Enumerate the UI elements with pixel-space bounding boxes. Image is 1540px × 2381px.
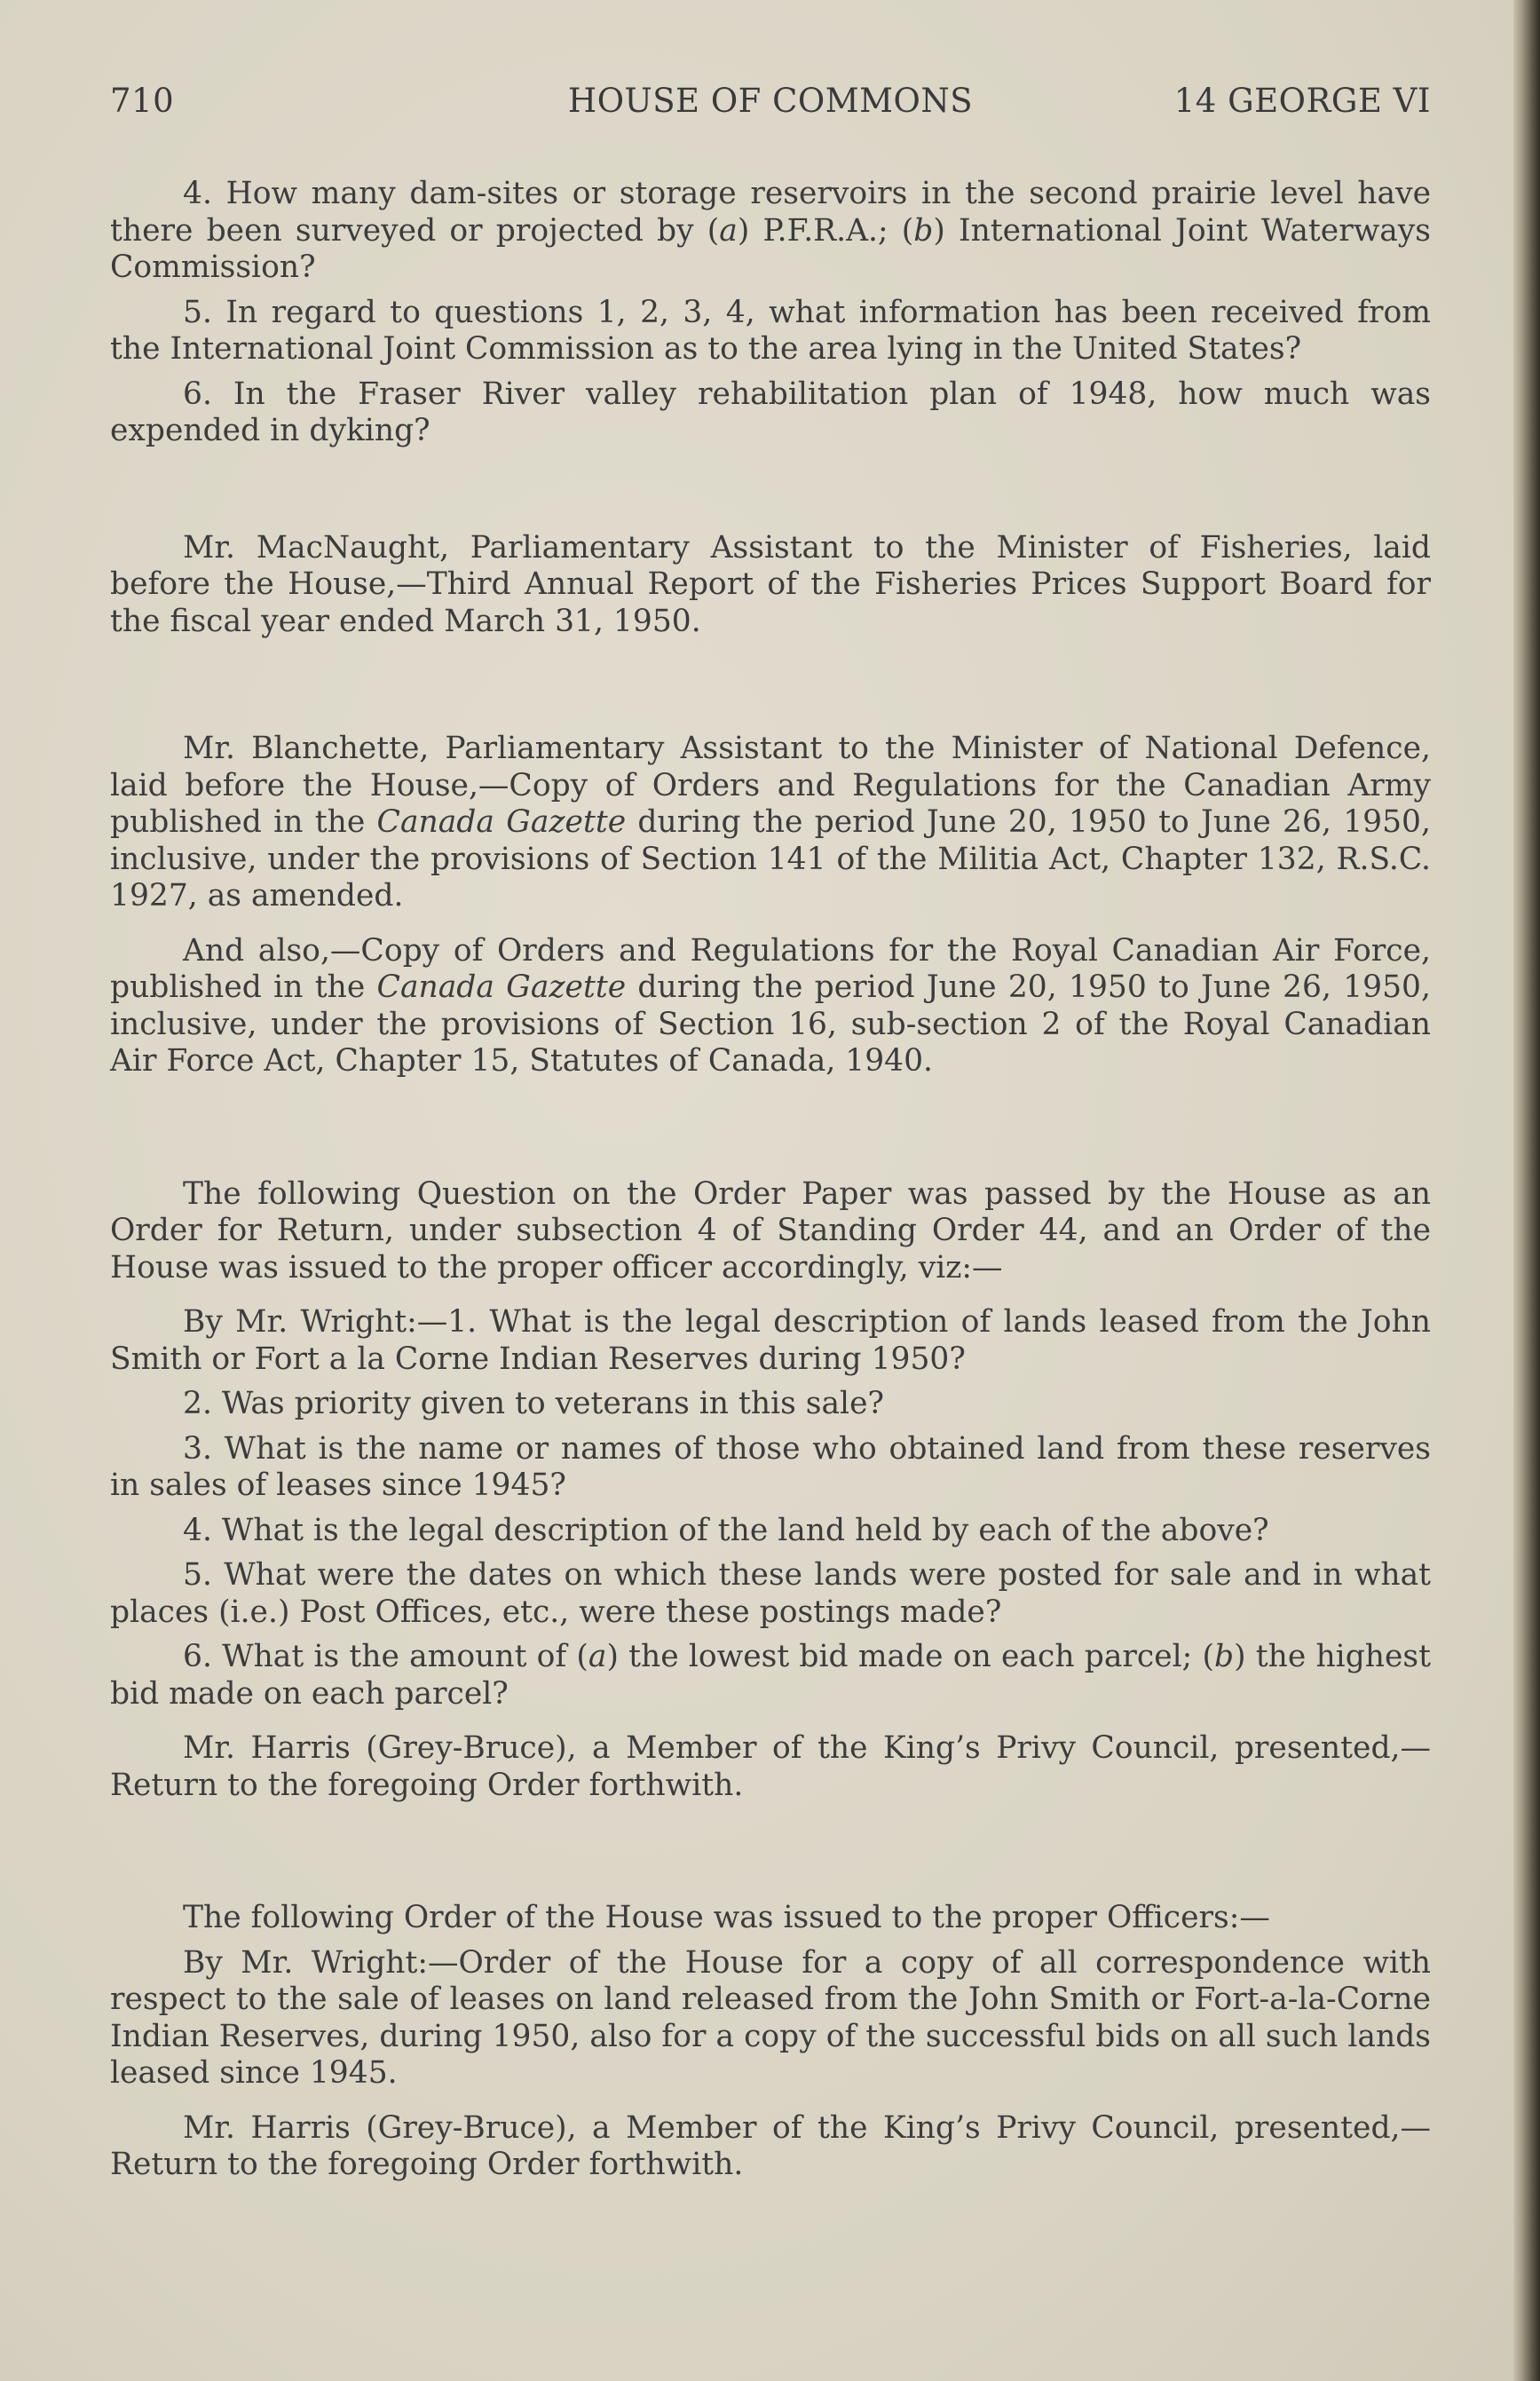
question-5-paragraph: 5. In regard to questions 1, 2, 3, 4, what information has been received from the International Joint Commission as to the area lying in the United States? [110,294,1431,367]
running-header [110,82,1431,126]
air-force-paragraph [110,933,1431,1080]
question-6-paragraph: 6. In the Fraser River valley rehabilitation plan of 1948, how much was expended in dyking? [110,376,1431,448]
q6-text-3: ) the highest bid made on each parcel? [110,1639,1431,1712]
wright-question-3: 3. What is the name or names of those who obtained land from these reserves in sales of leases since 1945? [110,1430,1431,1503]
order-return-intro: The following Question on the Order Paper was passed by the House as an Order for Return, under subsection 4 of Standing Order 44, and an Order of the House was issued to the proper officer accordingly, viz:— [110,1175,1431,1285]
harris-return-1: Mr. Harris (Grey-Bruce), a Member of the King’s Privy Council, presented,—Return to the foregoing Order forthwith. [110,1730,1431,1803]
blanchette-text-1: Mr. Blanchette, Parliamentary Assistant to the Minister of National Defence, laid before the House,—Copy of Orders and Regulations for the Canadian Army published in the [110,731,1431,840]
question-4-paragraph: 4. How many dam-sites or storage reservoirs in the second prairie level have there been surveyed or projected by (a) P.F.R.A.; (b) International Joint Waterways Commission? [110,176,1431,285]
harris-return-2: Mr. Harris (Grey-Bruce), a Member of the King’s Privy Council, presented,—Return to the foregoing Order forthwith. [110,2109,1431,2182]
wright-question-4: 4. What is the legal description of the land held by each of the above? [183,1512,1269,1548]
q6-italic-b: b [1213,1639,1235,1674]
canada-gazette-title-2: Canada Gazette [376,969,627,1005]
wright-question-1: By Mr. Wright:—1. What is the legal description of lands leased from the John Smith or Fort a la Corne Indian Reserves during 1950? [110,1304,1431,1377]
page-body [110,176,1431,2184]
wright-question-2: 2. Was priority given to veterans in this sale? [183,1386,884,1421]
wright-question-6 [110,1639,1431,1713]
header-regnal-year: 14 GEORGE VI [1173,82,1431,120]
page-number: 710 [110,82,175,120]
canada-gazette-title: Canada Gazette [376,804,627,840]
header-title: HOUSE OF COMMONS [567,82,974,120]
q6-text-1: 6. What is the amount of ( [183,1639,588,1674]
q6-text-2: ) the lowest bid made on each parcel; ( [606,1639,1214,1674]
order-house-intro: The following Order of the House was issued to the proper Officers:— [183,1900,1270,1935]
air-force-text-1: And also,—Copy of Orders and Regulations for the Royal Canadian Air Force, published in the [110,932,1431,1005]
wright-question-5: 5. What were the dates on which these lands were posted for sale and in what places (i.e.) Post Offices, etc., were these postings made? [110,1557,1431,1630]
air-force-text-2: during the period June 20, 1950 to June 26, 1950, inclusive, under the provisions of Section 16, sub-section 2 of the Royal Canadian Air Force Act, Chapter 15, Statutes of Canada, 1940. [110,969,1431,1079]
macnaught-paragraph: Mr. MacNaught, Parliamentary Assistant to the Minister of Fisheries, laid before the House,—Third Annual Report of the Fisheries Prices Support Board for the fiscal year ended March 31, 1950. [110,529,1431,639]
blanchette-paragraph [110,731,1431,915]
blanchette-text-2: during the period June 20, 1950 to June 26, 1950, inclusive, under the provisions of Section 141 of the Militia Act, Chapter 132, R.S.C. 1927, as amended. [110,804,1431,914]
page-edge-shadow [1513,0,1540,2381]
q6-italic-a: a [588,1639,607,1674]
wright-order-paragraph: By Mr. Wright:—Order of the House for a copy of all correspondence with respect to the sale of leases on land released from the John Smith or Fort-a-la-Corne Indian Reserves, during 1950, also for a copy of the successful bids on all such lands leased since 1945. [110,1944,1431,2091]
